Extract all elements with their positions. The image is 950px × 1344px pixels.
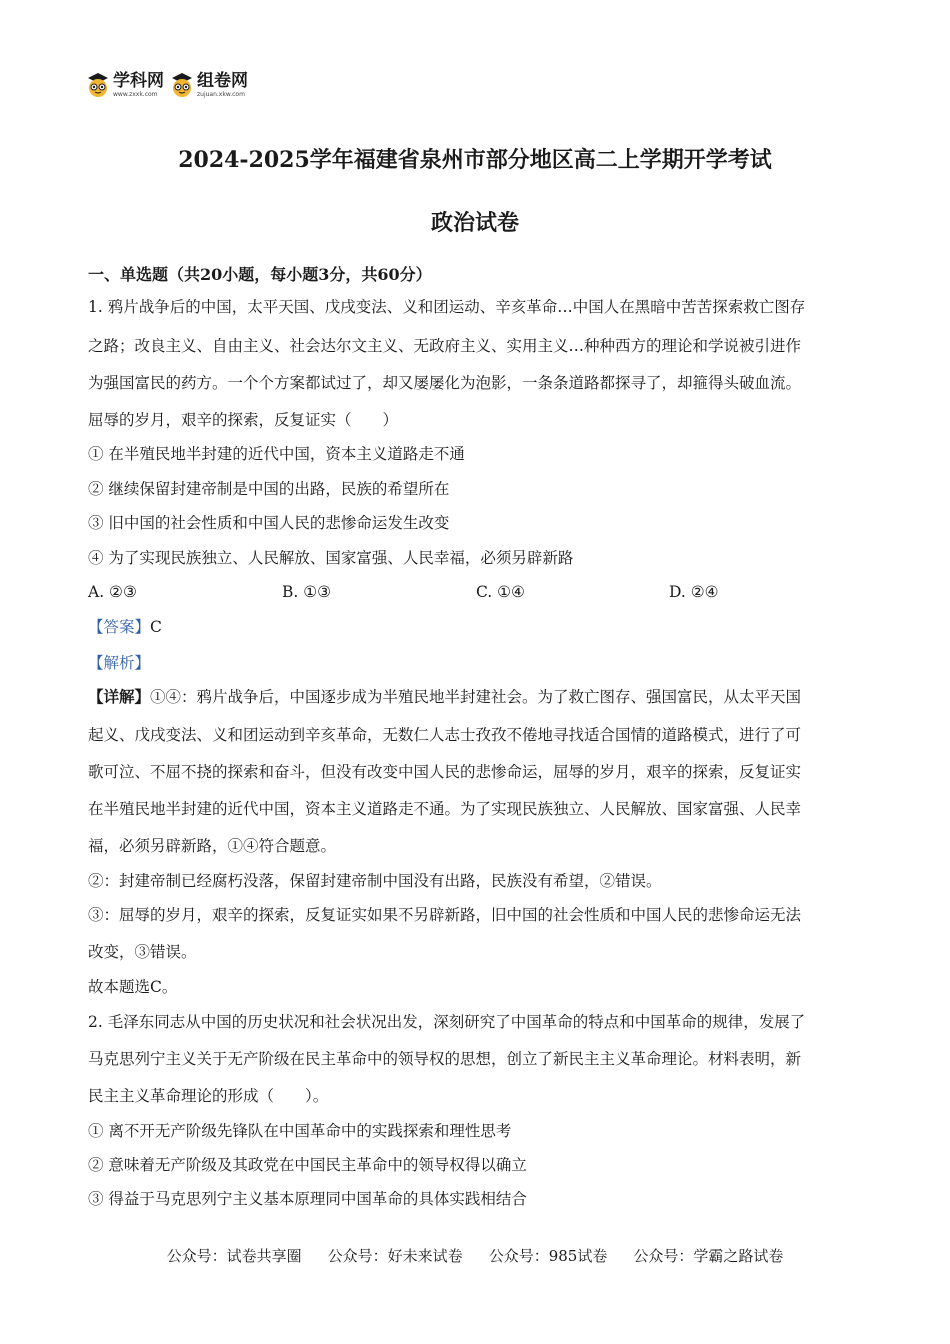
q1-detail-line: 在半殖民地半封建的近代中国，资本主义道路走不通。为了实现民族独立、人民解放、国家富强、人民幸 [88, 800, 802, 818]
detail-text: ①④：鸦片战争后，中国逐步成为半殖民地半封建社会。为了救亡图存、强国富民，从太平天国 [150, 688, 802, 706]
q2-stem-line: 马克思列宁主义关于无产阶级在民主革命中的领导权的思想，创立了新民主主义革命理论。材料表明，新 [88, 1050, 802, 1068]
q1-item: ③ 旧中国的社会性质和中国人民的悲惨命运发生改变 [88, 514, 450, 532]
q1-stem-line: 之路；改良主义、自由主义、社会达尔文主义、无政府主义、实用主义…种种西方的理论和学说被引进作 [88, 337, 802, 355]
q2-stem-line: 民主主义革命理论的形成（ ）。 [88, 1087, 329, 1105]
logo-zjw [170, 72, 248, 98]
logo-name: 组卷网 [197, 70, 248, 91]
logo-xkw [86, 72, 164, 98]
q1-detail-line [88, 687, 801, 707]
analysis-tag: 【解析】 [88, 654, 151, 672]
logo-url: www.zxxk.com [113, 90, 158, 98]
logo-url: zujuan.xkw.com [197, 90, 245, 98]
q1-option-d: D. ②④ [669, 583, 719, 601]
footer-item: 公众号：985试卷 [488, 1247, 608, 1265]
q1-item: ④ 为了实现民族独立、人民解放、国家富强、人民幸福，必须另辟新路 [88, 549, 574, 567]
q1-detail-line: ②：封建帝制已经腐朽没落，保留封建帝制中国没有出路，民族没有希望，②错误。 [88, 872, 662, 890]
page-subtitle: 政治试卷 [430, 210, 519, 236]
q1-detail-line: 歌可泣、不屈不挠的探索和奋斗，但没有改变中国人民的悲惨命运，屈辱的岁月，艰辛的探索，反复证实 [88, 763, 802, 781]
q1-stem-line: 为强国富民的药方。一个个方案都试过了，却又屡屡化为泡影，一条条道路都探寻了，却箍得头破血流。 [88, 374, 802, 392]
answer-tag: 【答案】 [88, 618, 151, 636]
footer-item: 公众号：学霸之路试卷 [633, 1247, 784, 1265]
q1-detail-line: 改变，③错误。 [88, 943, 197, 961]
q1-detail-line: ③：屈辱的岁月，艰辛的探索，反复证实如果不另辟新路，旧中国的社会性质和中国人民的悲惨命运无法 [88, 906, 802, 924]
logo [86, 72, 248, 98]
footer [0, 1245, 950, 1266]
q2-item: ① 离不开无产阶级先锋队在中国革命中的实践探索和理性思考 [88, 1122, 512, 1140]
q1-option-b: B. ①③ [282, 583, 332, 601]
logo-name: 学科网 [113, 70, 164, 91]
q1-option-a: A. ②③ [88, 583, 137, 601]
q1-item: ① 在半殖民地半封建的近代中国，资本主义道路走不通 [88, 445, 465, 463]
footer-item: 公众号：试卷共享圈 [166, 1247, 302, 1265]
q1-stem-line: 屈辱的岁月，艰辛的探索，反复证实（ ） [88, 411, 399, 429]
footer-item: 公众号：好未来试卷 [327, 1247, 463, 1265]
q1-analysis [88, 653, 150, 673]
page-title: 2024-2025学年福建省泉州市部分地区高二上学期开学考试 [178, 147, 772, 173]
q2-item: ③ 得益于马克思列宁主义基本原理同中国革命的具体实践相结合 [88, 1190, 527, 1208]
q1-option-c: C. ①④ [476, 583, 525, 601]
q1-stem-line: 1. 鸦片战争后的中国，太平天国、戊戌变法、义和团运动、辛亥革命…中国人在黑暗中苦苦探索救亡图存 [88, 298, 806, 316]
answer-value: C [150, 618, 162, 636]
mascot-icon [170, 72, 194, 98]
section-heading: 一、单选题（共20小题，每小题3分，共60分） [88, 265, 432, 284]
q1-detail-line: 福，必须另辟新路，①④符合题意。 [88, 837, 337, 855]
q2-item: ② 意味着无产阶级及其政党在中国民主革命中的领导权得以确立 [88, 1156, 527, 1174]
detail-tag: 【详解】 [88, 687, 151, 706]
q1-detail-line: 起义、戊戌变法、义和团运动到辛亥革命，无数仁人志士孜孜不倦地寻找适合国情的道路模式，进行了可 [88, 726, 802, 744]
q1-conclusion: 故本题选C。 [88, 978, 178, 996]
q1-item: ② 继续保留封建帝制是中国的出路，民族的希望所在 [88, 480, 450, 498]
mascot-icon [86, 72, 110, 98]
q1-answer [88, 617, 162, 637]
q2-stem-line: 2. 毛泽东同志从中国的历史状况和社会状况出发，深刻研究了中国革命的特点和中国革命的规律，发展了 [88, 1013, 806, 1031]
